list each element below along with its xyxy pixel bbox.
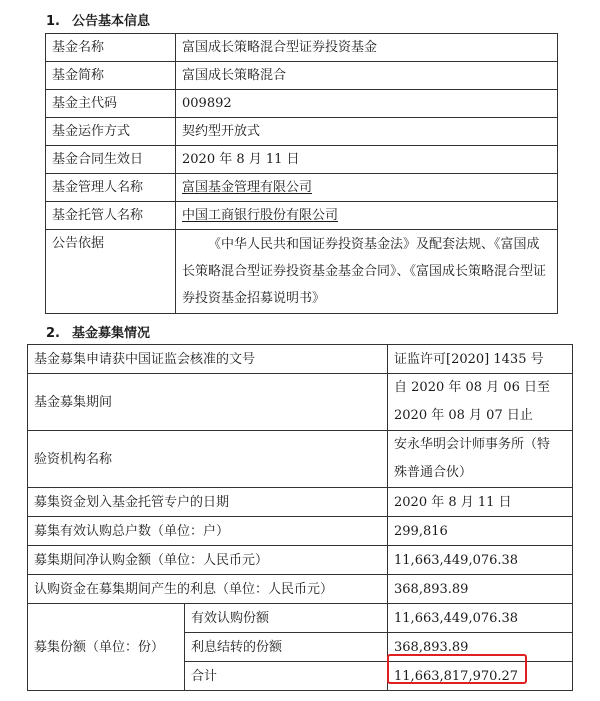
section1-heading xyxy=(46,10,150,29)
table-row xyxy=(46,146,558,174)
row-label: 基金管理人名称 xyxy=(46,174,176,202)
row-label: 基金名称 xyxy=(46,34,176,62)
row-label: 募集有效认购总户数（单位：户） xyxy=(28,517,388,546)
table-row xyxy=(46,62,558,90)
row-label: 基金合同生效日 xyxy=(46,146,176,174)
custodian-name: 中国工商银行股份有限公司 xyxy=(182,208,339,223)
total-value: 11,663,817,970.27 xyxy=(388,662,573,691)
table-row xyxy=(28,546,573,575)
row-value: 11,663,449,076.38 xyxy=(388,604,573,633)
table-row xyxy=(28,575,573,604)
table-row xyxy=(28,345,573,374)
row-value: 009892 xyxy=(176,90,558,118)
section1-title: 公告基本信息 xyxy=(72,14,151,29)
row-label: 认购资金在募集期间产生的利息（单位：人民币元） xyxy=(28,575,388,604)
section2-title: 基金募集情况 xyxy=(72,326,151,341)
row-value: 富国成长策略混合型证券投资基金 xyxy=(176,34,558,62)
row-label: 募集期间净认购金额（单位：人民币元） xyxy=(28,546,388,575)
section2-heading xyxy=(46,322,150,341)
table-row xyxy=(46,174,558,202)
auditor-line-1: 安永华明会计师事务所（特 xyxy=(394,437,551,452)
table-row xyxy=(46,202,558,230)
shares-label: 募集份额（单位：份） xyxy=(28,604,185,691)
row-label: 基金托管人名称 xyxy=(46,202,176,230)
row-value xyxy=(388,374,573,431)
row-label: 利息结转的份额 xyxy=(185,633,388,662)
row-value: 368,893.89 xyxy=(388,575,573,604)
row-label: 公告依据 xyxy=(46,230,176,314)
row-value: 契约型开放式 xyxy=(176,118,558,146)
table-row xyxy=(46,230,558,314)
row-value: 368,893.89 xyxy=(388,633,573,662)
row-label: 合计 xyxy=(185,662,388,691)
section1-number: 1. xyxy=(46,14,60,29)
row-label: 有效认购份额 xyxy=(185,604,388,633)
row-label: 基金募集期间 xyxy=(28,374,388,431)
auditor-line-2: 殊普通合伙） xyxy=(394,465,473,480)
period-line-2: 2020 年 08 月 07 日止 xyxy=(394,408,533,423)
row-value: 证监许可[2020] 1435 号 xyxy=(388,345,573,374)
row-value xyxy=(176,202,558,230)
row-label: 基金主代码 xyxy=(46,90,176,118)
row-label: 基金简称 xyxy=(46,62,176,90)
table-row xyxy=(28,431,573,488)
row-label: 验资机构名称 xyxy=(28,431,388,488)
row-label: 基金运作方式 xyxy=(46,118,176,146)
row-value xyxy=(176,174,558,202)
table-row xyxy=(28,488,573,517)
table-row xyxy=(46,118,558,146)
section2-number: 2. xyxy=(46,326,60,341)
basic-info-table xyxy=(45,33,558,314)
table-row xyxy=(28,374,573,431)
announcement-basis: 《中华人民共和国证券投资基金法》及配套法规、《富国成长策略混合型证券投资基金基金合同》、《富国成长策略混合型证券投资基金招募说明书》 xyxy=(176,230,558,314)
row-value: 2020 年 8 月 11 日 xyxy=(176,146,558,174)
row-value: 11,663,449,076.38 xyxy=(388,546,573,575)
fundraising-table xyxy=(27,344,573,691)
row-value xyxy=(388,431,573,488)
table-row xyxy=(28,517,573,546)
row-label: 募集资金划入基金托管专户的日期 xyxy=(28,488,388,517)
highlight-box xyxy=(387,654,527,684)
row-value: 2020 年 8 月 11 日 xyxy=(388,488,573,517)
table-row xyxy=(46,90,558,118)
table-row xyxy=(46,34,558,62)
row-label: 基金募集申请获中国证监会核准的文号 xyxy=(28,345,388,374)
row-value: 富国成长策略混合 xyxy=(176,62,558,90)
row-value: 299,816 xyxy=(388,517,573,546)
period-line-1: 自 2020 年 08 月 06 日至 xyxy=(394,380,550,395)
table-row xyxy=(28,604,573,633)
manager-name: 富国基金管理有限公司 xyxy=(182,180,313,195)
